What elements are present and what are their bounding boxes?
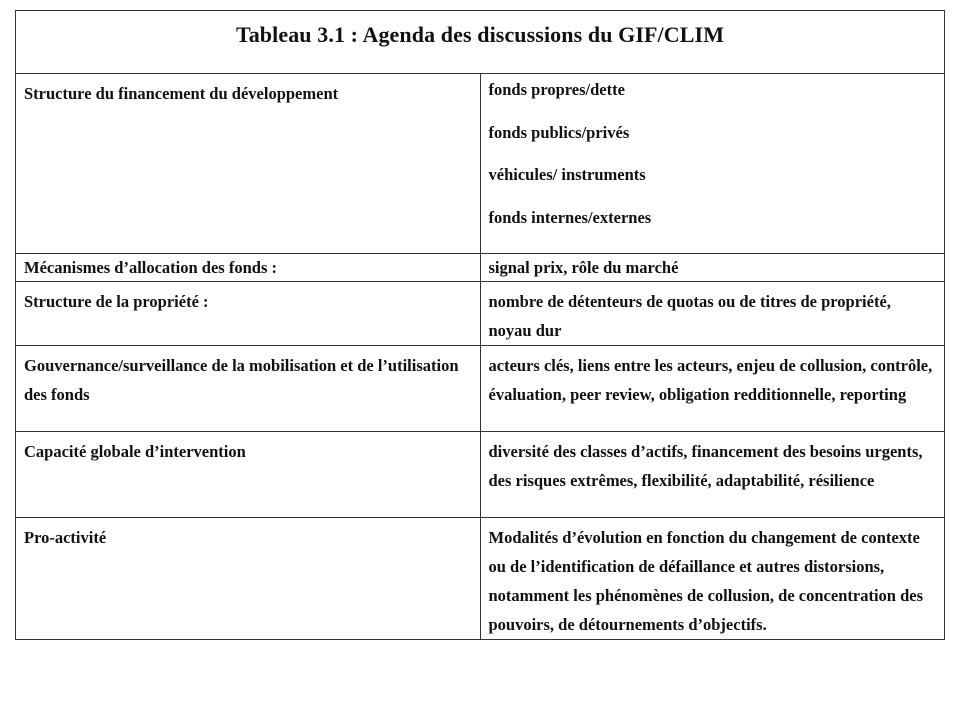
table-row	[16, 432, 945, 518]
row-label: Pro-activité	[24, 528, 107, 547]
row-value-cell	[480, 518, 945, 640]
row-label-cell	[16, 254, 481, 282]
row-label: Structure de la propriété :	[24, 292, 209, 311]
row-label: Gouvernance/surveillance de la mobilisation et de l’utilisation des fonds	[24, 356, 459, 404]
table-row	[16, 518, 945, 640]
row-value: nombre de détenteurs de quotas ou de titres de propriété, noyau dur	[488, 292, 891, 340]
table-title: Tableau 3.1 : Agenda des discussions du GIF/CLIM	[235, 22, 725, 47]
row-label-cell	[16, 518, 481, 640]
table-row	[16, 346, 945, 432]
row-value-cell	[480, 432, 945, 518]
row-label-cell	[16, 346, 481, 432]
table-title-row	[16, 11, 945, 74]
row-value-cell	[480, 74, 945, 254]
row-label-cell	[16, 74, 481, 254]
row-label: Mécanismes d’allocation des fonds :	[24, 258, 277, 277]
table-row	[16, 254, 945, 282]
list-item: fonds propres/dette	[488, 80, 625, 99]
row-value-cell	[480, 282, 945, 346]
row-label-cell	[16, 282, 481, 346]
row-value: signal prix, rôle du marché	[488, 258, 679, 277]
list-item: fonds internes/externes	[488, 207, 652, 227]
row-label: Capacité globale d’intervention	[24, 442, 246, 461]
list-item: véhicules/ instruments	[488, 165, 646, 184]
row-label: Structure du financement du développement	[24, 84, 339, 103]
table-row	[16, 74, 945, 254]
list-item: fonds publics/privés	[488, 122, 630, 142]
row-value: Modalités d’évolution en fonction du changement de contexte ou de l’identification de défaillance et autres distorsions, notamment les phénomènes de collusion, de concentration des pouvoirs, de détournements d’objectifs.	[488, 528, 923, 634]
table-row	[16, 282, 945, 346]
row-label-cell	[16, 432, 481, 518]
row-value-cell	[480, 346, 945, 432]
row-value: diversité des classes d’actifs, financement des besoins urgents, des risques extrêmes, flexibilité, adaptabilité, résilience	[488, 442, 923, 490]
agenda-table	[15, 10, 945, 640]
row-value: acteurs clés, liens entre les acteurs, enjeu de collusion, contrôle, évaluation, peer review, obligation redditionnelle, reporting	[488, 356, 933, 404]
table-title-cell	[16, 11, 945, 74]
row-value-cell	[480, 254, 945, 282]
